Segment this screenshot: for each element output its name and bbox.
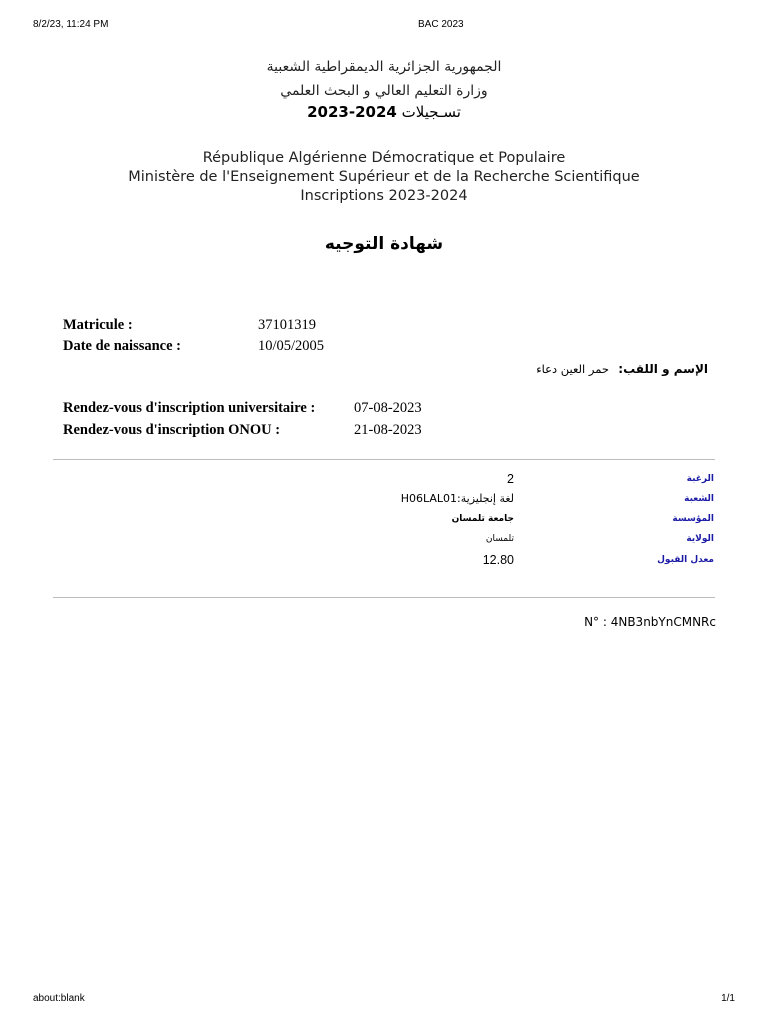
ministry-name-ar: وزارة التعليم العالي و البحث العلمي xyxy=(280,83,488,99)
inscriptions-fr: Inscriptions 2023-2024 xyxy=(300,188,468,204)
inscriptions-word-ar: تسـجيلات xyxy=(401,103,461,121)
wish-label: الرغبة xyxy=(686,474,714,484)
print-url: about:blank xyxy=(33,993,85,1004)
inscriptions-year: 2023-2024 xyxy=(307,103,397,121)
admission-average-value: 12.80 xyxy=(482,553,514,567)
onou-appointment-date: 21-08-2023 xyxy=(354,422,422,438)
divider-bottom xyxy=(53,597,715,598)
university-appointment-label: Rendez-vous d'inscription universitaire : xyxy=(63,400,316,416)
certificate-serial: N° : 4NB3nbYnCMNRc xyxy=(584,615,716,629)
print-page-number: 1/1 xyxy=(721,993,735,1004)
print-title: BAC 2023 xyxy=(418,19,464,30)
admission-average-label: معدل القبول xyxy=(657,555,714,565)
inscriptions-ar xyxy=(0,103,768,121)
student-name: حمر العين دعاء xyxy=(536,362,609,376)
matricule-value: 37101319 xyxy=(258,317,316,333)
republic-name-ar: الجمهورية الجزائرية الديمقراطية الشعبية xyxy=(266,59,502,75)
university-appointment-date: 07-08-2023 xyxy=(354,400,422,416)
print-datetime: 8/2/23, 11:24 PM xyxy=(33,19,109,30)
branch-code: H06LAL01:لغة إنجليزية xyxy=(400,492,514,505)
dob-label: Date de naissance : xyxy=(63,338,182,354)
name-label: الإسم و اللقب: xyxy=(618,362,708,376)
branch-value xyxy=(401,492,514,505)
divider-top xyxy=(53,459,715,460)
province-value: تلمسان xyxy=(485,534,514,544)
onou-appointment-label: Rendez-vous d'inscription ONOU : xyxy=(63,422,281,438)
province-label: الولاية xyxy=(686,534,714,544)
wish-value: 2 xyxy=(507,472,514,486)
dob-value: 10/05/2005 xyxy=(258,338,325,354)
branch-label: الشعبة xyxy=(684,494,714,504)
institution-value: جامعة تلمسان xyxy=(451,514,514,524)
matricule-label: Matricule : xyxy=(63,317,133,333)
ministry-name-fr: Ministère de l'Enseignement Supérieur et de la Recherche Scientifique xyxy=(128,169,640,185)
republic-name-fr: République Algérienne Démocratique et Populaire xyxy=(202,150,566,166)
institution-label: المؤسسة xyxy=(672,514,714,524)
document-title: شهادة التوجيه xyxy=(324,234,444,254)
